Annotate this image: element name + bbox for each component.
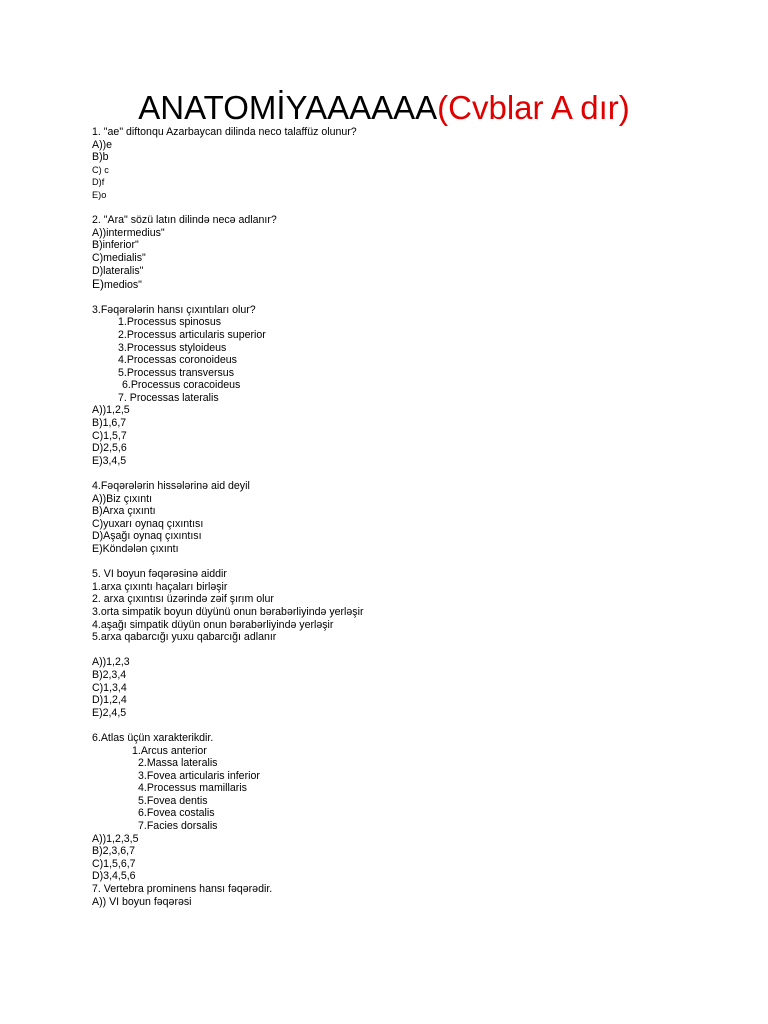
- question-2-option-d: D)lateralis": [92, 264, 144, 277]
- question-4-option-b: B)Arxa çıxıntı: [92, 505, 156, 518]
- question-2-option-e-text: medios": [104, 279, 142, 292]
- question-6-item: 5.Fovea dentis: [138, 794, 208, 807]
- question-2-option-e-letter: E): [92, 277, 104, 292]
- question-3-item: 5.Processus transversus: [118, 366, 234, 379]
- question-5-option-e: E)2,4,5: [92, 706, 127, 719]
- question-2-option-b: B)inferior": [92, 239, 139, 252]
- spacer: [92, 467, 732, 480]
- question-2-option-a: A))intermedius": [92, 226, 165, 239]
- question-3-text: 3.Fəqərələrin hansı çıxıntıları olur?: [92, 303, 256, 316]
- question-5-item: 2. arxa çıxıntısı üzərində zəif şırım olur: [92, 593, 274, 606]
- question-2-text: 2. "Ara" sözü latın dilində necə adlanır?: [92, 214, 277, 227]
- question-7-option-a: A)) VI boyun fəqərəsi: [92, 895, 192, 908]
- question-3-option-a: A))1,2,5: [92, 404, 130, 417]
- question-6-item: 1.Arcus anterior: [132, 744, 207, 757]
- spacer: [92, 719, 732, 732]
- question-3-item: 7. Processas lateralis: [118, 391, 219, 404]
- question-3-option-d: D)2,5,6: [92, 442, 127, 455]
- question-6-option-c: C)1,5,6,7: [92, 857, 136, 870]
- title-main: ANATOMİYAAAAAA: [138, 89, 438, 126]
- question-4-option-a: A))Biz çıxıntı: [92, 492, 153, 505]
- question-3-item: 4.Processas coronoideus: [118, 354, 237, 367]
- spacer: [92, 644, 732, 657]
- question-7-text: 7. Vertebra prominens hansı fəqərədir.: [92, 883, 273, 896]
- question-3-item: 3.Processus styloideus: [118, 341, 227, 354]
- question-3-option-b: B)1,6,7: [92, 417, 127, 430]
- question-1-option-a: A))e: [92, 138, 113, 151]
- spacer: [92, 291, 732, 304]
- question-4-option-e: E)Köndələn çıxıntı: [92, 543, 179, 555]
- question-6-item: 2.Massa lateralis: [138, 757, 218, 770]
- document-body: [92, 126, 732, 908]
- question-3-item: 6.Processus coracoideus: [122, 379, 241, 392]
- question-6-item: 3.Fovea articularis inferior: [138, 769, 260, 782]
- question-5-option-b: B)2,3,4: [92, 668, 127, 681]
- question-1-option-c: C) c: [92, 164, 109, 175]
- question-5-text: 5. VI boyun fəqərəsinə aiddir: [92, 568, 227, 581]
- spacer: [92, 202, 732, 215]
- question-6-option-d: D)3,4,5,6: [92, 870, 136, 883]
- question-1-option-d: D)f: [92, 177, 105, 188]
- question-3-item: 2.Processus articularis superior: [118, 328, 266, 341]
- question-5-item: 4.aşağı simpatik düyün onun bərabərliyində yerləşir: [92, 618, 334, 631]
- question-5-item: 5.arxa qabarcığı yuxu qabarcığı adlanır: [92, 631, 277, 644]
- question-1-option-b: B)b: [92, 151, 109, 164]
- question-6-item: 6.Fovea costalis: [138, 807, 215, 820]
- title-accent: (Cvblar A dır): [437, 89, 630, 126]
- question-6-item: 7.Facies dorsalis: [138, 820, 218, 833]
- question-5-item: 1.arxa çıxıntı haçaları birləşir: [92, 580, 228, 593]
- question-3-item: 1.Processus spinosus: [118, 316, 222, 329]
- question-6-item: 4.Processus mamillaris: [138, 782, 247, 795]
- question-6-option-b: B)2,3,6,7: [92, 845, 135, 858]
- question-4-text: 4.Fəqərələrin hissələrinə aid deyil: [92, 480, 250, 493]
- question-6-text: 6.Atlas üçün xarakterikdir.: [92, 731, 214, 744]
- question-4-option-c: C)yuxarı oynaq çıxıntısı: [92, 517, 204, 530]
- question-4-option-d: D)Aşağı oynaq çıxıntısı: [92, 530, 202, 543]
- question-5-option-a: A))1,2,3: [92, 656, 130, 669]
- question-5-item: 3.orta simpatik boyun düyünü onun bərabərliyində yerləşir: [92, 605, 364, 618]
- spacer: [92, 556, 732, 569]
- question-1-option-e: E)o: [92, 189, 107, 200]
- question-2-option-c: C)medialis": [92, 251, 146, 264]
- question-3-option-c: C)1,5,7: [92, 429, 127, 442]
- question-5-option-c: C)1,3,4: [92, 681, 127, 694]
- question-5-option-d: D)1,2,4: [92, 694, 127, 707]
- page-title: [0, 86, 768, 130]
- question-6-option-a: A))1,2,3,5: [92, 832, 139, 845]
- question-1-text: 1. "ae" diftonqu Azarbaycan dilinda neco talaffüz olunur?: [92, 126, 357, 138]
- question-3-option-e: E)3,4,5: [92, 454, 127, 467]
- question-2-option-e: [92, 277, 732, 291]
